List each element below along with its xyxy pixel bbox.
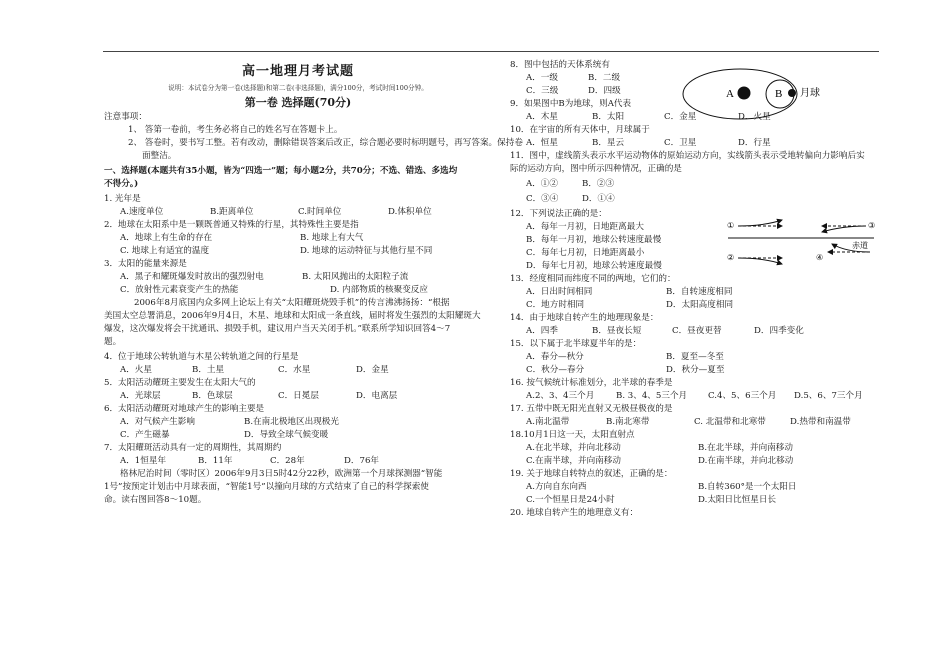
question-17-stem: 17. 五带中既无阳光直射又无极昼极夜的是	[510, 404, 673, 414]
q9-option-a: A．木星	[526, 112, 558, 122]
moon-dot	[788, 89, 796, 97]
q12-option-d: D．每年七月初，地球公转速度最慢	[526, 261, 662, 271]
q16-option-d: D.5、6、7三个月	[794, 391, 863, 401]
q5-option-c: C．日冕层	[278, 391, 319, 401]
q10-option-a: A．恒星	[526, 138, 558, 148]
question-13-options-2	[510, 300, 882, 311]
question-4-stem: 4．位于地球公转轨道与木星公转轨道之间的行星是	[104, 352, 299, 362]
question-18-options-2	[510, 456, 882, 467]
q5-option-d: D．电离层	[356, 391, 398, 401]
q9-option-b: B．太阳	[592, 112, 625, 122]
question-7-options	[104, 456, 492, 467]
notice-1: 1、 答第一卷前，考生务必将自己的姓名写在答题卡上。	[128, 125, 343, 135]
section-heading-1: 一、选择题(本题共有35小题，皆为“四选一”题；每小题2分，共70分；不选、错选、多选均	[104, 166, 458, 176]
notice-3: 面整洁。	[142, 151, 177, 161]
q12-option-a: A．每年一月初，日地距离最大	[526, 222, 644, 232]
question-8-stem: 8．图中包括的天体系统有	[510, 60, 610, 70]
q3-option-d: D. 内部物质的核聚变反应	[330, 285, 428, 295]
question-18-options-1	[510, 443, 882, 454]
q19-option-d: D.太阳日比恒星日长	[698, 495, 777, 505]
q2-option-c: C. 地球上有适宜的温度	[120, 246, 210, 256]
orbit-figure	[676, 66, 886, 122]
question-14-stem: 14．由于地球自转产生的地理现象是：	[510, 313, 659, 323]
q14-option-b: B．昼夜长短	[592, 326, 642, 336]
q13-option-a: A．日出时间相同	[526, 287, 593, 297]
question-10-stem: 10．在宇宙的所有天体中，月球属于	[510, 125, 650, 135]
q7-option-a: A．1恒星年	[120, 456, 167, 466]
label-moon: 月球	[800, 88, 820, 99]
question-1-options	[104, 207, 492, 218]
question-7-stem: 7．太阳耀斑活动具有一定的周期性，其周期约	[104, 443, 282, 453]
q18-option-d: D.在南半球，并向北移动	[698, 456, 794, 466]
q6-option-d: D．导致全球气候变暖	[244, 430, 329, 440]
q7-option-c: C．28年	[270, 456, 305, 466]
passage-2-line-2: 1号”按预定计划击中月球表面，“智能1号”以撞向月球的方式结束了自己的科学探索使	[104, 482, 429, 492]
question-19-options-2	[510, 495, 882, 506]
body-a-dot	[738, 87, 751, 100]
q13-option-d: D．太阳高度相同	[666, 300, 734, 310]
passage-2-line-3: 命。读右图回答8～10题。	[104, 495, 207, 505]
q1-option-c: C.时间单位	[298, 207, 342, 217]
question-13-options-1	[510, 287, 882, 298]
passage-1-line-1: 2006年8月底国内众多网上论坛上有关“太阳耀斑烧毁手机”的传言沸沸扬扬：“根据	[134, 298, 450, 308]
question-2-stem: 2．地球在太阳系中是一颗既普通又特殊的行星，其特殊性主要是指	[104, 220, 359, 230]
label-b: B	[775, 88, 783, 100]
q5-option-b: B．色球层	[192, 391, 233, 401]
question-17-options	[510, 417, 882, 428]
question-4-options	[104, 365, 492, 376]
top-rule	[103, 51, 879, 52]
q17-option-d: D.热带和南温带	[790, 417, 851, 427]
notice-2: 2、 答卷时，要书写工整。若有改动，删除错误答案后改正，综合题必要时标明题号，再写答案。保持卷	[128, 138, 523, 148]
q15-option-d: D．秋分—夏至	[666, 365, 725, 375]
q4-option-d: D．金星	[356, 365, 389, 375]
q4-option-b: B．土星	[192, 365, 225, 375]
q16-option-c: C.4、5、6三个月	[708, 391, 777, 401]
q18-option-b: B.在北半球，并向南移动	[698, 443, 793, 453]
arrow-1-solid	[738, 220, 782, 226]
q12-option-c: C．每年七月初，日地距离最小	[526, 248, 645, 258]
passage-1-line-3: 爆发，这次爆发将会干扰通讯、损毁手机，建议用户当天关闭手机。”联系所学知识回答4～7	[104, 324, 451, 334]
q14-option-d: D．四季变化	[754, 326, 804, 336]
right-column	[510, 58, 882, 521]
page-title: 高一地理月考试题	[241, 64, 354, 79]
question-2-options-1	[104, 233, 492, 244]
q3-option-c: C．放射性元素衰变产生的热能	[120, 285, 239, 295]
question-9-stem: 9．如果图中B为地球，则A代表	[510, 99, 632, 109]
question-11-stem-1: 11．图中，虚线箭头表示水平运动物体的原始运动方向，实线箭头表示受地转偏向力影响后实	[510, 151, 865, 161]
q11-option-b: B．②③	[582, 179, 615, 189]
q2-option-d: D. 地球的运动特征与其他行星不同	[300, 246, 433, 256]
question-5-stem: 5．太阳活动耀斑主要发生在太阳大气的	[104, 378, 256, 388]
question-5-options	[104, 391, 492, 402]
q8-option-d: D．四级	[588, 86, 621, 96]
q13-option-c: C．地方时相同	[526, 300, 585, 310]
q14-option-c: C．昼夜更替	[672, 326, 722, 336]
q11-option-c: C．③④	[526, 194, 559, 204]
label-2: ②	[727, 253, 735, 262]
q10-option-c: C．卫星	[664, 138, 697, 148]
question-16-options	[510, 391, 882, 402]
q19-option-b: B.自转360°是一个太阳日	[698, 482, 797, 492]
q15-option-b: B．夏至—冬至	[666, 352, 724, 362]
question-14-options	[510, 326, 882, 337]
q3-option-a: A．黑子和耀斑爆发时放出的强烈射电	[120, 272, 264, 282]
question-6-options-1	[104, 417, 492, 428]
notice-title: 注意事项：	[104, 112, 147, 122]
exam-note: 说明：本试卷分为第一卷(选择题)和第二卷(非选择题)，满分100分，考试时间100分钟。	[168, 84, 428, 92]
q1-option-a: A.速度单位	[120, 207, 164, 217]
question-1-stem: 1. 光年是	[104, 194, 141, 204]
passage-2-line-1: 格林尼治时间（零时区）2006年9月3日5时42分22秒，欧洲第一个月球探测器“智能	[120, 469, 443, 479]
q5-option-a: A．光球层	[120, 391, 161, 401]
question-12-stem: 12．下列说法正确的是：	[510, 209, 607, 219]
question-6-stem: 6．太阳活动耀斑对地球产生的影响主要是	[104, 404, 265, 414]
question-3-stem: 3．太阳的能量来源是	[104, 259, 187, 269]
passage-1-line-2: 美国太空总署消息，2006年9月4日，木星、地球和太阳成一条直线，届时将发生强烈的太阳耀斑大	[104, 311, 481, 321]
q17-option-b: B.南北寒带	[606, 417, 650, 427]
label-3: ③	[868, 221, 876, 230]
question-16-stem: 16. 按气候统计标准划分，北半球的春季是	[510, 378, 673, 388]
arrow-2-solid	[738, 258, 782, 264]
q18-option-a: A.在北半球，并向北移动	[526, 443, 621, 453]
q11-option-d: D．①④	[582, 194, 615, 204]
arrow-3-solid	[822, 226, 866, 232]
question-20-stem: 20. 地球自转产生的地理意义有：	[510, 508, 639, 518]
q1-option-b: B.距离单位	[210, 207, 254, 217]
section-heading-2: 不得分。)	[104, 179, 139, 189]
q4-option-a: A．火星	[120, 365, 152, 375]
question-10-options	[510, 138, 882, 149]
q11-option-a: A．①②	[526, 179, 558, 189]
q12-option-b: B．每年一月初，地球公转速度最慢	[526, 235, 662, 245]
q19-option-a: A.方向自东向西	[526, 482, 587, 492]
q9-option-c: C．金星	[664, 112, 697, 122]
label-1: ①	[727, 221, 735, 230]
q10-option-d: D．行星	[738, 138, 771, 148]
q1-option-d: D.体积单位	[388, 207, 432, 217]
q10-option-b: B．星云	[592, 138, 625, 148]
q13-option-b: B．自转速度相同	[666, 287, 733, 297]
question-15-options-1	[510, 352, 882, 363]
label-a: A	[726, 88, 734, 100]
question-6-options-2	[104, 430, 492, 441]
q9-option-d: D．火星	[738, 112, 771, 122]
deflection-figure	[724, 218, 884, 268]
q16-option-a: A.2、3、4三个月	[526, 391, 595, 401]
question-3-options-1	[104, 272, 492, 283]
q7-option-b: B．11年	[198, 456, 233, 466]
q15-option-c: C．秋分—春分	[526, 365, 585, 375]
question-15-options-2	[510, 365, 882, 376]
question-2-options-2	[104, 246, 492, 257]
q2-option-b: B. 地球上有大气	[300, 233, 364, 243]
q8-option-a: A．一级	[526, 73, 558, 83]
q6-option-c: C．产生磁暴	[120, 430, 170, 440]
question-13-stem: 13．经度相同而纬度不同的两地，它们的：	[510, 274, 676, 284]
question-11-options-2	[510, 194, 882, 205]
label-4: ④	[816, 253, 824, 262]
q3-option-b: B. 太阳风抛出的太阳粒子流	[302, 272, 409, 282]
q14-option-a: A．四季	[526, 326, 558, 336]
q19-option-c: C.一个恒星日是24小时	[526, 495, 615, 505]
question-3-options-2	[104, 285, 492, 296]
q18-option-c: C.在南半球，并向南移动	[526, 456, 621, 466]
part-heading: 第一卷 选择题(70分)	[244, 96, 352, 109]
question-19-stem: 19. 关于地球自转特点的叙述，正确的是：	[510, 469, 673, 479]
question-19-options-1	[510, 482, 882, 493]
q2-option-a: A．地球上有生命的存在	[120, 233, 213, 243]
q16-option-b: B. 3、4、5三个月	[616, 391, 688, 401]
question-11-options-1	[510, 179, 882, 190]
q8-option-c: C．三级	[526, 86, 559, 96]
q6-option-b: B.在南北极地区出现极光	[244, 417, 339, 427]
question-11-stem-2: 际的运动方向，图中所示四种情况，正确的是	[510, 164, 682, 174]
q7-option-d: D．76年	[344, 456, 380, 466]
passage-1-line-4: 题。	[104, 337, 122, 347]
q17-option-c: C. 北温带和北寒带	[694, 417, 766, 427]
question-15-stem: 15．以下属于北半球夏半年的是：	[510, 339, 642, 349]
q17-option-a: A.南北温带	[526, 417, 570, 427]
equator-label: 赤道	[852, 241, 868, 250]
q4-option-c: C．水星	[278, 365, 311, 375]
q15-option-a: A．春分—秋分	[526, 352, 584, 362]
q6-option-a: A．对气候产生影响	[120, 417, 195, 427]
q8-option-b: B．二级	[588, 73, 621, 83]
question-18-stem: 18.10月1日这一天，太阳直射点	[510, 430, 635, 440]
left-column	[104, 58, 523, 508]
